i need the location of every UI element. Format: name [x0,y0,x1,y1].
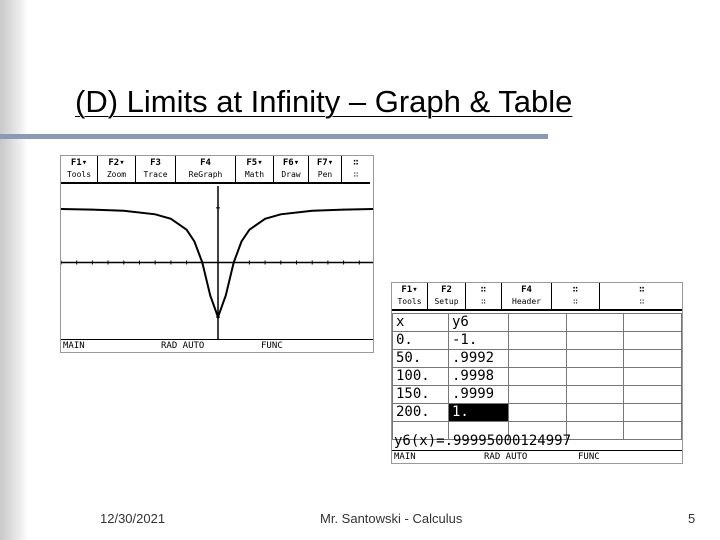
toolbar-key-label: F6▾ [282,158,300,168]
toolbar-menu-label: Pen [317,170,333,179]
table-cell[interactable]: 50. [393,350,449,368]
toolbar-key-label: ∷ [639,285,645,295]
status-graph-mode: FUNC [578,452,600,462]
toolbar-menu-label: Setup [434,297,459,306]
function-graph [61,186,374,339]
toolbar-menu-label: ∷ [353,170,359,179]
title-accent-line [0,134,548,139]
table-header-cell[interactable]: x [393,314,449,332]
toolbar-menu-label: ReGraph [188,170,223,179]
toolbar-menu-label: Tools [397,297,422,306]
table-empty-cell[interactable] [566,314,624,332]
toolbar-menu-label: Draw [281,170,301,179]
toolbar-menu-4[interactable] [236,156,274,182]
toolbar-menu-label: Math [244,170,265,179]
data-point [92,209,94,211]
toolbar-menu-1[interactable] [98,156,136,182]
toolbar-key-label: ∷ [572,285,579,295]
toolbar-key-label: F2 [441,285,452,295]
entry-line: y6(x)=.99995000124997 [394,433,572,449]
slide-left-bar [0,0,28,540]
table-toolbar [392,283,683,311]
table-row [393,350,682,368]
table-row [393,404,682,422]
graph-screen [60,155,374,353]
table-empty-cell[interactable] [509,386,567,404]
table-empty-cell[interactable] [624,332,682,350]
data-point [241,241,243,243]
toolbar-menu-label: Trace [143,170,168,179]
table-empty-cell[interactable] [624,422,682,440]
toolbar-menu-7[interactable] [342,156,370,182]
value-table [392,313,682,440]
table-empty-cell[interactable] [509,350,567,368]
slide-title: (D) Limits at Infinity – Graph & Table [75,84,573,119]
table-row [393,386,682,404]
table-header-row [393,314,682,332]
status-mode: MAIN [63,341,85,351]
footer-author: Mr. Santowski - Calculus [320,511,463,526]
toolbar-menu-5[interactable] [600,283,683,309]
toolbar-menu-0[interactable] [392,283,428,309]
table-empty-cell[interactable] [624,314,682,332]
table-cell[interactable]: .9999 [448,386,508,404]
data-point [311,210,313,212]
data-point [194,241,196,243]
table-cell[interactable]: 0. [393,332,449,350]
toolbar-key-label: ∷ [353,158,359,168]
toolbar-key-label: F3 [150,158,161,168]
data-point [123,210,125,212]
table-status-bar [392,450,682,463]
status-graph-mode: FUNC [261,341,283,351]
toolbar-key-label: F7▾ [316,158,334,168]
table-empty-cell[interactable] [509,314,567,332]
data-point [202,262,204,264]
table-empty-cell[interactable] [566,386,624,404]
footer-date: 12/30/2021 [100,511,166,526]
table-empty-cell[interactable] [566,332,624,350]
toolbar-menu-4[interactable] [552,283,600,309]
toolbar-menu-3[interactable] [176,156,236,182]
table-cell[interactable]: 150. [393,386,449,404]
toolbar-menu-6[interactable] [309,156,342,182]
table-empty-cell[interactable] [509,404,567,422]
table-empty-cell[interactable] [624,386,682,404]
table-cell[interactable]: 200. [393,404,449,422]
toolbar-menu-3[interactable] [502,283,552,309]
table-screen [391,282,683,464]
graph-toolbar [61,156,370,184]
toolbar-key-label: F4 [200,158,211,168]
toolbar-menu-2[interactable] [136,156,176,182]
data-point [264,218,266,220]
graph-status-bar [61,339,373,352]
data-point [217,316,219,318]
toolbar-key-label: F4 [521,285,532,295]
data-point [280,214,282,216]
table-empty-cell[interactable] [624,350,682,368]
data-point [154,214,156,216]
toolbar-key-label: ∷ [480,285,487,295]
table-empty-cell[interactable] [566,404,624,422]
toolbar-menu-label: ∷ [573,297,578,306]
table-empty-cell[interactable] [509,368,567,386]
data-point [225,295,227,297]
toolbar-menu-label: Tools [66,170,92,179]
table-cell[interactable]: -1. [448,332,508,350]
toolbar-key-label: F5▾ [246,158,263,168]
toolbar-menu-2[interactable] [466,283,502,309]
data-point [249,229,251,231]
status-angle: RAD AUTO [161,341,205,351]
toolbar-menu-label: Zoom [106,170,127,179]
status-mode: MAIN [394,452,416,462]
toolbar-menu-5[interactable] [274,156,309,182]
footer-page-number: 5 [688,511,696,526]
toolbar-menu-label: ∷ [481,297,486,306]
data-point [233,262,235,264]
table-empty-cell[interactable] [509,332,567,350]
toolbar-key-label: F1▾ [70,158,88,168]
toolbar-menu-0[interactable] [61,156,98,182]
toolbar-menu-1[interactable] [428,283,466,309]
data-point [186,229,188,231]
table-empty-cell[interactable] [624,368,682,386]
table-empty-cell[interactable] [566,368,624,386]
table-row [393,368,682,386]
status-angle: RAD AUTO [484,452,528,462]
table-header-cell[interactable]: y6 [448,314,508,332]
data-point [170,218,172,220]
table-cell[interactable]: .9992 [448,350,508,368]
data-point [343,209,345,211]
table-cell[interactable]: 1. [448,404,508,422]
table-cell[interactable]: 100. [393,368,449,386]
table-empty-cell[interactable] [624,404,682,422]
table-empty-cell[interactable] [566,422,624,440]
toolbar-menu-label: Header [512,297,541,306]
table-row [393,332,682,350]
toolbar-key-label: F2▾ [108,158,125,168]
data-point [209,295,211,297]
toolbar-key-label: F1▾ [401,285,418,295]
table-empty-cell[interactable] [566,350,624,368]
toolbar-menu-label: ∷ [639,297,645,306]
table-cell[interactable]: .9998 [448,368,508,386]
